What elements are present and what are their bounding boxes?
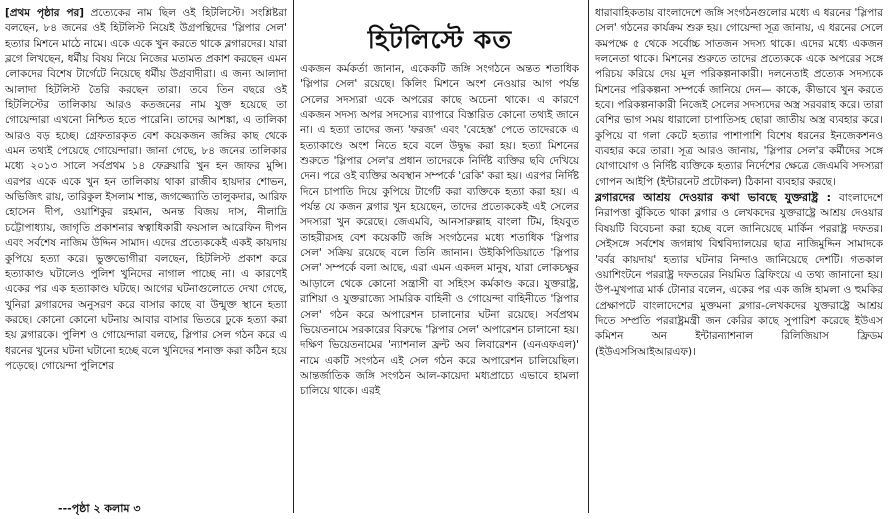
column-divider-left: [293, 0, 294, 513]
sub-headline: ব্লগারদের আশ্রয় দেওয়ার কথা ভাবছে যুক্তরাষ্ট্র :: [595, 191, 832, 205]
column-divider-right: [588, 0, 589, 513]
article-column-3: [595, 6, 883, 513]
article-headline: হিটলিস্টে কত: [367, 25, 513, 54]
column-3-text-2: বাংলাদেশে নিরাপত্তা ঝুঁকিতে থাকা ব্লগার ও লেখকদের যুক্তরাষ্ট্রে আশ্রয় দেওয়ার বিষয়টি বিবেচনা করা হচ্ছে বলে জানিয়েছে মার্কিন পররাষ্ট্র দফতর। সেইসঙ্গে সর্বশেষ জগন্নাথ বিশ্ববিদ্যালয়ের ছাত্র নাজিমুদ্দিন সামাদকে 'বর্বর কায়দায়' হত্যার ঘটনার নিন্দাও জানিয়েছে দেশটি। গতকাল ওয়াশিংটনে পররাষ্ট্র দফতরের নিয়মিত ব্রিফিংয়ে এ তথ্য জানানো হয়। উপ-মুখপাত্র মার্ক টোনার বলেন, একের পর এক জঙ্গি হামলা ও হুমকির প্রেক্ষাপটে বাংলাদেশের মুক্তমনা ব্লগার-লেখকদের যুক্তরাষ্ট্রে আশ্রয় দিতে সম্প্রতি পররাষ্ট্রমন্ত্রী জন কেরির কাছে সুপারিশ করেছে ইউএস কমিশন অন ইন্টারন্যাশনাল রিলিজিয়াস ফ্রিডম (ইউএসসিআইআরএফ)।: [595, 192, 883, 358]
headline-box: [296, 4, 584, 56]
column-1-text: প্রত্যেকের নাম ছিল ওই হিটলিস্টে। সংশ্লিষ্টরা বলছেন, ৮৪ জনের ওই হিটলিস্ট নিয়েই উগ্রপন্থিদের 'স্লিপার সেল' হত্যার মিশনে মাঠে নামে। একে একে খুন করতে থাকে ব্লগারদের। যারা ব্লগে লিখছেন, ধর্মীয় বিষয় নিয়ে নিজের মতামত প্রকাশ করছেন এমন লোকদের বিশেষ টার্গেটে নিয়েছে ধর্মীয় উগ্রবাদীরা। এ জন্য আলাদা আলাদা হিটলিস্ট তৈরি করছেন তারা। তবে তিন বছরে ওই হিটলিস্টের তালিকায় আরও কতজনের নাম যুক্ত হয়েছে তা গোয়েন্দারা এখনো নিশ্চিত হতে পারেনি। তাদের আশঙ্কা, এ তালিকা আরও বড় হচ্ছে। গ্রেফতারকৃত বেশ কয়েকজন জঙ্গির কাছ থেকে এমন তথ্যই পেয়েছে গোয়েন্দারা। জানা গেছে, ৮৪ জনের তালিকার মধ্যে ২০১৩ সালে সর্বপ্রথম ১৪ ফেব্রুয়ারি খুন হন জাফর মুন্সি। এরপর একে একে খুন হন তালিকায় থাকা রাজীব হায়দার শোভন, অভিজিৎ রায়, তারিকুল ইসলাম শান্ত, জগজ্জ্যোতি তালুকদার, আরিফ হোসেন দীপ, ওয়াশিকুর রহমান, অনন্ত বিজয় দাস, নীলাদ্রি চট্টোপাধ্যায়, জাগৃতি প্রকাশনার স্বত্বাধিকারী ফয়সাল আরেফিন দীপন এবং সর্বশেষ নাজিম উদ্দিন সামাদ। এদের প্রত্যেককেই একই কায়দায় কুপিয়ে হত্যা করে। ভুক্তভোগীরা বলছেন, হিটলিস্ট প্রকাশ করে হত্যাকাণ্ড ঘটালেও পুলিশ খুনিদের নাগাল পাচ্ছে না। এ কারণেই একের পর এক হত্যাকাণ্ড ঘটছে। আগের ঘটনাগুলোতে দেখা গেছে, খুনিরা ব্লগারদের অনুসরণ করে বাসার কাছে বা উন্মুক্ত স্থানে হত্যা করছে। কোনো কোনো ঘটনায় আবার বাসার ভিতরে ঢুকে হত্যা করা হয় ব্লগারকে। পুলিশ ও গোয়েন্দারা বলছে, স্লিপার সেল গঠন করে এ ধরনের খুনের ঘটনা ঘটানো হচ্ছে বলে খুনিদের শনাক্ত করা কঠিন হয়ে পড়েছে। গোয়েন্দা পুলিশের: [5, 7, 287, 372]
column-3-text-1: ধারাবাহিকতায় বাংলাদেশে জঙ্গি সংগঠনগুলোর মধ্যে এ ধরনের 'স্লিপার সেল' গঠনের কার্যক্রম শুরু হয়। গোয়েন্দা সূত্র জানায়, এ ধরনের সেলে কমপক্ষে ৫ থেকে সর্বোচ্চ সাতজন সদস্য থাকে। এদের মধ্যে একজন দলনেতা থাকে। মিশনের শুরুতে তাদের প্রত্যেককে একে অপরের সঙ্গে পরিচয় করিয়ে দেয় মূল পরিকল্পনাকারী। দলনেতাই প্রত্যেক সদস্যকে মিশনের পরিকল্পনা সম্পর্কে জানিয়ে দেন— কাকে, কীভাবে খুন করতে হবে। পরিকল্পনাকারী নিজেই সেলের সদস্যদের অস্ত্র সরবরাহ করে। তারা বেশির ভাগ সময় ধারালো চাপাতিসহ ছোরা জাতীয় অস্ত্র ব্যবহার করে। কুপিয়ে বা গলা কেটে হত্যার পাশাপাশি বিশেষ ধরনের ইনজেকশনও ব্যবহার করে তারা। সূত্র আরও জানায়, 'স্লিপার সেল'র কর্মীদের সঙ্গে যোগাযোগ ও নির্দিষ্ট ব্যক্তিকে হত্যার নির্দেশের ক্ষেত্রে জেএমবি সদস্যরা গোপন আইপি (ইন্টারনেট প্রটোকল) ঠিকানা ব্যবহার করছে।: [595, 7, 883, 188]
continuation-marker: [প্রথম পৃষ্ঠার পর]: [5, 7, 84, 19]
continuation-footer: ---পৃষ্ঠা ২ কলাম ৩: [58, 502, 141, 515]
column-1-paragraph: [5, 6, 287, 374]
column-2-text: একজন কর্মকর্তা জানান, একেকটি জঙ্গি সংগঠনে অন্তত শতাধিক 'স্লিপার সেল' রয়েছে। কিলিং মিশনে অংশ নেওয়ার আগ পর্যন্ত সেলের সদস্যরা একে অপরের কাছে অচেনা থাকে। এ কারণে একজন সদস্য অপর সদস্যের ব্যাপারে বিস্তারিত কোনো তথ্যই জানে না। এ হত্যা তাদের জন্য 'ফরজ' এবং 'বেহেস্ত' পেতে তাদেরকে এ হত্যাকাণ্ডে অংশ নিতে হবে বলে উদ্বুদ্ধ করা হয়। হত্যা মিশনের শুরুতে 'স্লিপার সেল'র প্রধান তাদেরকে নির্দিষ্ট ব্যক্তির ছবি দেখিয়ে দেন। পরে ওই ব্যক্তির অবস্থান সম্পর্কে 'রেকি' করা হয়। এরপর নির্দিষ্ট দিনে চাপাতি দিয়ে কুপিয়ে টার্গেট করা ব্যক্তিকে হত্যা করা হয়। এ পর্যন্ত যে কজন ব্লগার খুন হয়েছেন, তাদের প্রত্যেককেই এই সেলের সদস্যরা খুন করেছে। জেএমবি, আনসারুল্লাহ বাংলা টিম, হিযবুত তাহরীরসহ বেশ কয়েকটি জঙ্গি সংগঠনের মধ্যে শতাধিক 'স্লিপার সেল' সক্রিয় রয়েছে বলে তিনি জানান। উইকিপিডিয়াতে 'স্লিপার সেল' সম্পর্কে বলা আছে, এরা এমন একদল মানুষ, যারা লোকচক্ষুর আড়ালে থেকে কোনো সন্ত্রাসী বা সহিংস কর্মকাণ্ড করে। যুক্তরাষ্ট্র, রাশিয়া ও যুক্তরাজ্যে সামরিক বাহিনী ও গোয়েন্দা বাহিনীতে 'স্লিপার সেল' গঠন করে অপারেশন চালানোর ঘটনা রয়েছে। সর্বপ্রথম ভিয়েতনামে সরকারের বিরুদ্ধে 'স্লিপার সেল' অপারেশন চালানো হয়। দক্ষিণ ভিয়েতনামের 'ন্যাশনাল ফ্রন্ট অব লিবারেশন (এনএফএল)' নামে একটি সংগঠন এই সেল গঠন করে অপারেশন চালিয়েছিল। আন্তর্জাতিক জঙ্গি সংগঠন আল-কায়েদা মধ্যপ্রাচ্যে এভাবে হামলা চালিয়ে থাকে। এরই: [300, 63, 579, 398]
article-column-1: [5, 6, 287, 513]
article-column-2: [300, 62, 579, 513]
